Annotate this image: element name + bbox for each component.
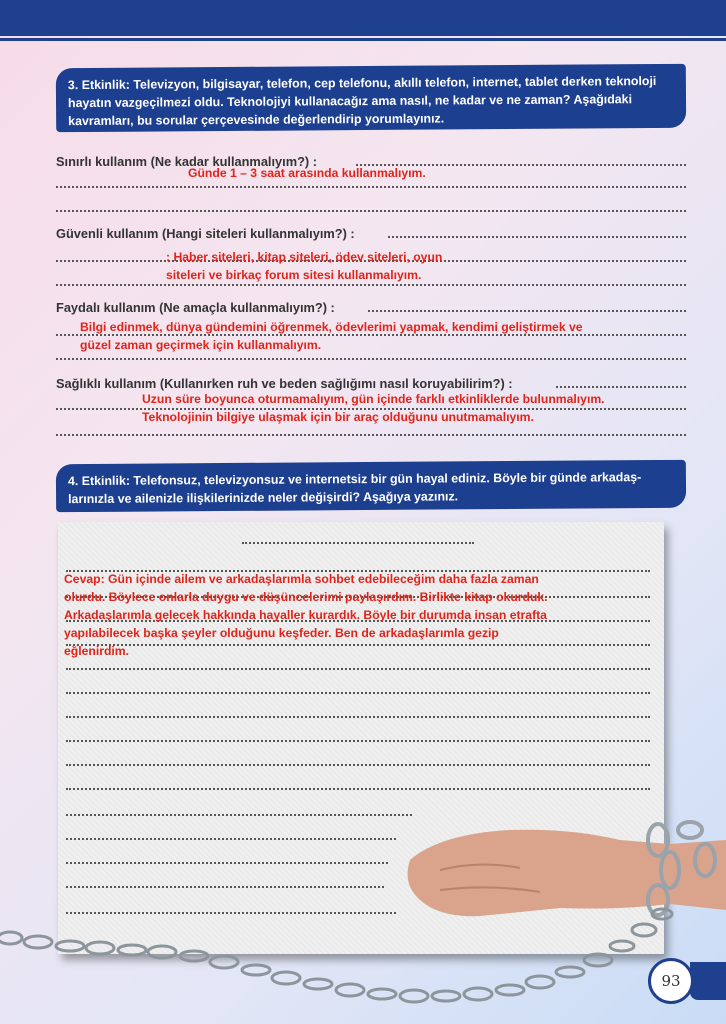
- answer-useful-use-line1: Bilgi edinmek, dünya gündemini öğrenmek, ödevlerimi yapmak, kendimi geliştirmek ve: [80, 320, 583, 334]
- activity4-answer-line4: yapılabilecek başka şeyler olduğunu keşfeder. Ben de arkadaşlarımla gezip: [64, 626, 499, 640]
- activity4-prompt-line1: 4. Etkinlik: Telefonsuz, televizyonsuz ve internetsiz bir gün hayal ediniz. Böyle bir günde arkadaş-: [67, 470, 642, 489]
- dotted-line: [56, 184, 686, 188]
- answer-safe-use-line2: siteleri ve birkaç forum sitesi kullanmalıyım.: [166, 268, 422, 282]
- question-safe-use: Güvenli kullanım (Hangi siteleri kullanmalıyım?) :: [56, 226, 355, 241]
- dotted-line: [388, 234, 686, 238]
- question-healthy-use: Sağlıklı kullanım (Kullanırken ruh ve beden sağlığımı nasıl koruyabilirim?) :: [56, 376, 513, 391]
- activity4-answer-line5: eğlenirdim.: [64, 644, 130, 658]
- question-limited-use: Sınırlı kullanım (Ne kadar kullanmalıyım?) :: [56, 154, 317, 169]
- dotted-line: [66, 884, 384, 888]
- dotted-line: [368, 308, 686, 312]
- dotted-line: [66, 786, 650, 790]
- activity4-prompt: [56, 460, 686, 512]
- activity4-prompt-line2: larınızla ve ailenizle ilişkilerinizde neler değişirdi? Aşağıya yazınız.: [68, 489, 459, 507]
- dotted-line: [66, 690, 650, 694]
- activity4-answer-line1: Cevap: Gün içinde ailem ve arkadaşlarımla sohbet edebileceğim daha fazla zaman: [64, 572, 539, 586]
- chain-image: [0, 900, 726, 1020]
- dotted-line: [66, 812, 412, 816]
- dotted-line: [66, 860, 388, 864]
- header-bar: [0, 0, 726, 36]
- dotted-line: [242, 540, 474, 544]
- page-number: 93: [648, 958, 694, 1004]
- dotted-line: [66, 738, 650, 742]
- dotted-line: [66, 762, 650, 766]
- dotted-line: [56, 432, 686, 436]
- dotted-line: [66, 666, 650, 670]
- question-useful-use: Faydalı kullanım (Ne amaçla kullanmalıyım?) :: [56, 300, 335, 315]
- answer-healthy-use-line1: Uzun süre boyunca oturmamalıyım, gün içinde farklı etkinliklerde bulunmalıyım.: [142, 392, 605, 406]
- activity4-answer-line2: olurdu. Böylece onlarla duygu ve düşüncelerimi paylaşırdım. Birlikte kitap okurduk.: [64, 590, 548, 604]
- dotted-line: [66, 642, 650, 646]
- page-number-tab: [690, 962, 726, 1000]
- answer-limited-use: Günde 1 – 3 saat arasında kullanmalıyım.: [188, 166, 426, 180]
- header-line: [0, 38, 726, 41]
- dotted-line: [56, 332, 686, 336]
- answer-safe-use-line1: : Haber siteleri, kitap siteleri, ödev siteleri, oyun: [166, 250, 443, 264]
- activity3-prompt: 3. Etkinlik: Televizyon, bilgisayar, telefon, cep telefonu, akıllı telefon, internet, tablet derken teknoloji hayatın vazgeçilmezi oldu. Teknolojiyi kullanacağız ama nasıl, ne kadar ve ne zaman? Aşağıdaki kavramları, bu sorular çerçevesinde değerlendirip yorumlayınız.: [56, 64, 686, 132]
- dotted-line: [66, 836, 396, 840]
- dotted-line: [56, 356, 686, 360]
- dotted-line: [56, 282, 686, 286]
- dotted-line: [56, 208, 686, 212]
- answer-useful-use-line2: güzel zaman geçirmek için kullanmalıyım.: [80, 338, 322, 352]
- activity4-answer-line3: Arkadaşlarımla gelecek hakkında hayaller kurardık. Böyle bir durumda insan etrafta: [64, 608, 547, 622]
- dotted-line: [66, 714, 650, 718]
- answer-healthy-use-line2: Teknolojinin bilgiye ulaşmak için bir araç olduğunu unutmamalıyım.: [142, 410, 534, 424]
- dotted-line: [556, 384, 686, 388]
